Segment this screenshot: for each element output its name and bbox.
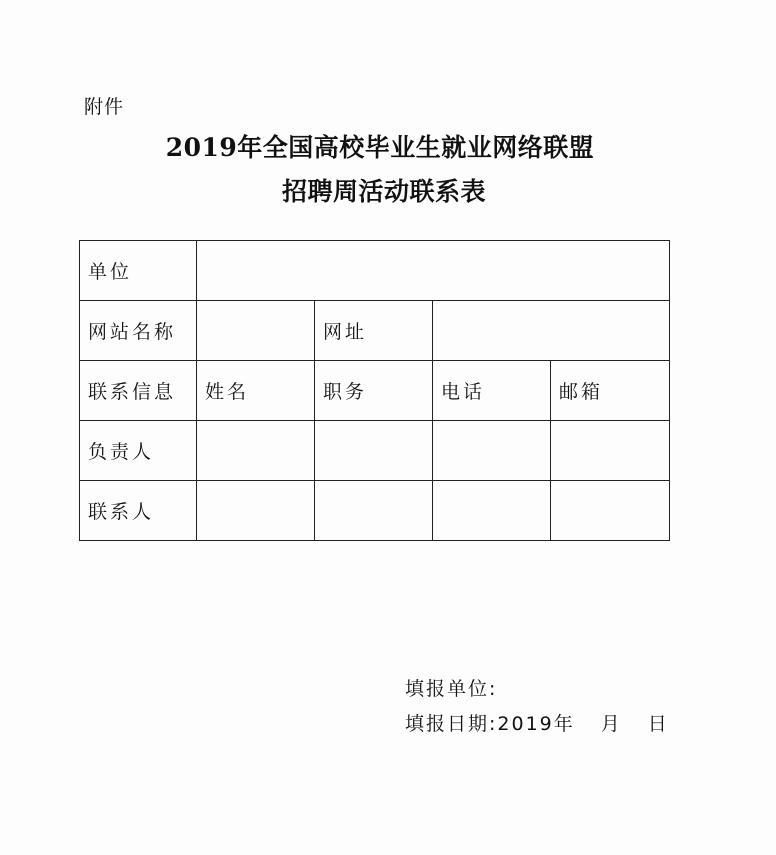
person-in-charge-name-cell[interactable]	[197, 421, 315, 481]
table-row-unit	[80, 241, 670, 301]
website-name-value-cell[interactable]	[197, 301, 315, 361]
website-name-label: 网站名称	[80, 301, 197, 361]
fill-date-day: 日	[647, 713, 669, 735]
url-value-cell[interactable]	[433, 301, 670, 361]
fill-date-label: 填报日期:	[405, 713, 498, 735]
table-row-website	[80, 301, 670, 361]
document-subtitle: 招聘周活动联系表	[281, 177, 486, 206]
fill-unit-line	[405, 674, 497, 701]
header-position: 职务	[315, 361, 433, 421]
contact-person-name-cell[interactable]	[197, 481, 315, 541]
unit-label: 单位	[80, 241, 197, 301]
person-in-charge-email-cell[interactable]	[551, 421, 670, 481]
fill-date-year: 2019年	[497, 713, 575, 735]
contact-info-label: 联系信息	[80, 361, 197, 421]
person-in-charge-phone-cell[interactable]	[433, 421, 551, 481]
row-label-contact-person: 联系人	[80, 481, 197, 541]
person-in-charge-position-cell[interactable]	[315, 421, 433, 481]
attachment-label: 附件	[84, 96, 125, 118]
header-phone: 电话	[433, 361, 551, 421]
row-label-person-in-charge: 负责人	[80, 421, 197, 481]
contact-person-position-cell[interactable]	[315, 481, 433, 541]
header-email: 邮箱	[551, 361, 670, 421]
table-row-contact-person	[80, 481, 670, 541]
contact-person-phone-cell[interactable]	[433, 481, 551, 541]
contact-person-email-cell[interactable]	[551, 481, 670, 541]
contact-form-table	[79, 240, 670, 541]
url-label: 网址	[315, 301, 433, 361]
table-row-person-in-charge	[80, 421, 670, 481]
document-title: 2019年全国高校毕业生就业网络联盟	[165, 133, 595, 162]
fill-unit-label: 填报单位:	[405, 678, 498, 700]
table-row-contact-header	[80, 361, 670, 421]
fill-date-month: 月	[600, 713, 622, 735]
fill-date-line	[405, 709, 669, 736]
unit-value-cell[interactable]	[197, 241, 670, 301]
header-name: 姓名	[197, 361, 315, 421]
